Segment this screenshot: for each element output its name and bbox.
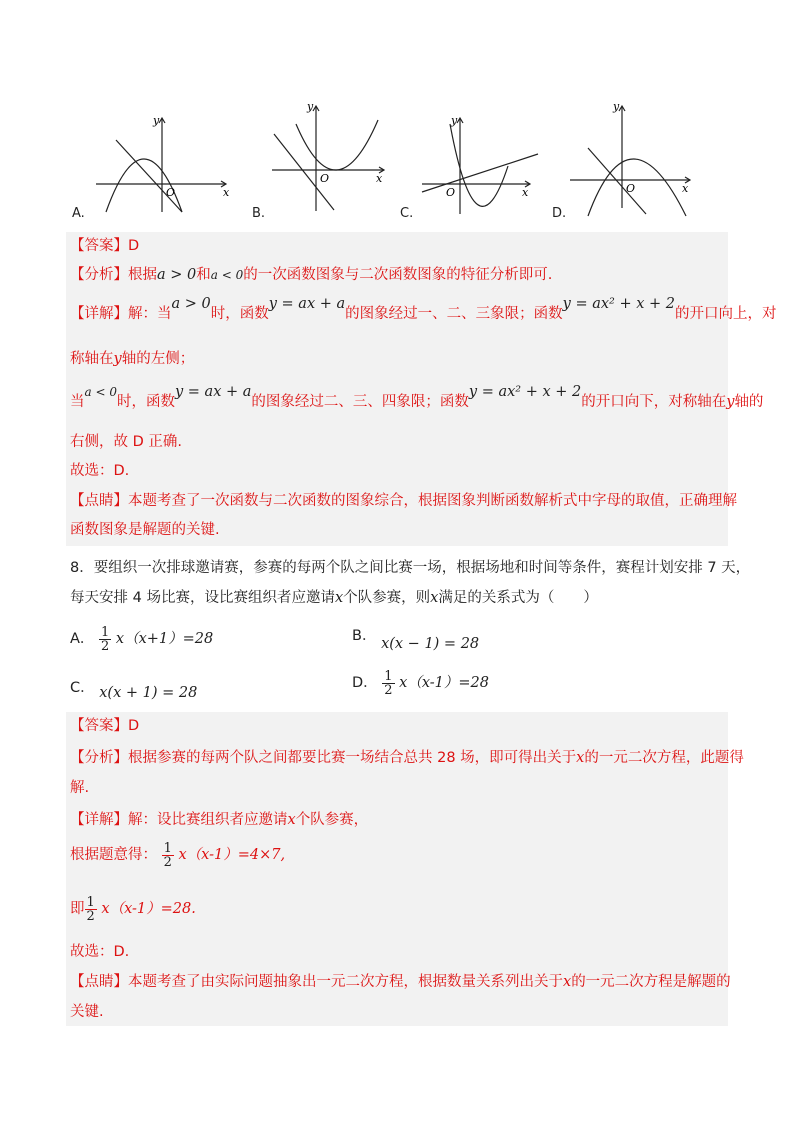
linear-function: y = ax + a (268, 296, 346, 312)
q7-detail-line-2 (70, 349, 194, 369)
q8-choose (70, 942, 129, 962)
graph-letter-d: D. (552, 206, 567, 221)
comment-tag: 【点睛】 (70, 974, 128, 990)
comment-text: 本题考查了由实际问题抽象出一元二次方程，根据数量关系列出关于 (128, 974, 563, 990)
q7-comment-line-2 (70, 520, 220, 540)
y-axis-label: y (307, 100, 314, 113)
stem-text: 8．要组织一次排球邀请赛，参赛的每两个队之间比赛一场，根据场地和时间等条件，赛程计划安排 7 天， (70, 560, 751, 576)
x-axis-label: x (223, 186, 230, 199)
y-variable: y (113, 351, 122, 367)
quadratic-function: y = ax² + x + 2 (562, 296, 675, 312)
detail-text: 个队参赛， (295, 812, 369, 828)
q8-detail-line-3 (70, 892, 196, 926)
option-expression: x（x+1）=28 (115, 631, 214, 647)
option-letter: C． (70, 680, 95, 696)
stem-text: 满足的关系式为（ ） (438, 590, 598, 606)
x-variable: x (576, 750, 585, 766)
analysis-text: 根据参赛的每两个队之间都要比赛一场结合总共 28 场，即可得出关于 (128, 750, 577, 766)
graph-option-d (566, 96, 696, 218)
detail-text: 解：当 (128, 306, 172, 322)
detail-text: 轴的左侧； (121, 351, 195, 367)
option-expression: x（x-1）=28 (399, 675, 489, 691)
q7-detail-line-4 (70, 432, 182, 452)
fraction-numerator: 1 (86, 894, 95, 910)
fraction-denominator: 2 (163, 854, 172, 870)
detail-text: 右侧，故 D 正确. (70, 434, 182, 450)
choose-text: 故选：D. (70, 463, 130, 479)
linear-function: y = ax + a (174, 384, 252, 400)
q8-comment-line-2 (70, 1002, 104, 1022)
detail-tag: 【详解】 (70, 812, 128, 828)
analysis-text: 解. (70, 780, 90, 796)
q8-analysis-line-1 (70, 748, 744, 768)
x-axis-label: x (522, 186, 529, 199)
detail-text: 轴的 (734, 394, 764, 410)
q8-answer (70, 716, 139, 736)
x-variable: x (430, 590, 439, 606)
x-variable: x (334, 590, 344, 606)
analysis-text: 的一元二次方程，此题得 (584, 750, 744, 766)
q8-option-d[interactable] (352, 666, 489, 700)
graph-option-a (92, 112, 242, 217)
quadratic-function: y = ax² + x + 2 (468, 384, 582, 400)
q7-detail-line-3 (70, 384, 764, 412)
q7-detail-line-1 (70, 296, 777, 324)
comment-text: 函数图象是解题的关键. (70, 522, 220, 538)
detail-text: 的开口向下，对称轴在 (581, 394, 727, 410)
q8-comment-line-1 (70, 972, 731, 992)
detail-text: 当 (70, 394, 85, 410)
y-axis-label: y (451, 114, 458, 127)
q8-detail-line-2 (70, 838, 285, 872)
equation: x（x-1）=28. (101, 901, 196, 917)
detail-text: 即 (70, 901, 85, 917)
graph-letter-c: C. (400, 206, 414, 221)
analysis-tag: 【分析】 (70, 750, 128, 766)
comment-tag: 【点睛】 (70, 493, 128, 509)
fraction-one-half (85, 896, 97, 923)
fraction-denominator: 2 (101, 638, 110, 654)
analysis-text: 根据 (128, 267, 157, 283)
q8-option-c[interactable] (70, 678, 198, 701)
origin-label: O (626, 182, 636, 195)
detail-text: 根据题意得： (70, 847, 157, 863)
detail-text: 的开口向上，对 (675, 306, 777, 322)
stem-text: 每天安排 4 场比赛，设比赛组织者应邀请 (70, 590, 335, 606)
fraction-one-half (162, 842, 174, 869)
comment-text: 的一元二次方程是解题的 (571, 974, 731, 990)
fraction-denominator: 2 (384, 682, 393, 698)
fraction-one-half (382, 670, 394, 697)
fraction-denominator: 2 (86, 908, 95, 924)
option-expression: x(x + 1) = 28 (99, 685, 198, 701)
fraction-numerator: 1 (101, 624, 110, 640)
x-variable: x (287, 812, 296, 828)
q8-stem-line-1 (70, 558, 750, 578)
fraction-one-half (99, 626, 111, 653)
origin-label: O (166, 186, 176, 199)
q8-analysis-line-2 (70, 778, 89, 798)
y-axis-label: y (153, 114, 160, 127)
origin-label: O (446, 186, 456, 199)
q8-stem-line-2 (70, 588, 598, 608)
detail-text: 称轴在 (70, 351, 114, 367)
condition-a-positive: a > 0 (171, 296, 211, 312)
detail-tag: 【详解】 (70, 306, 128, 322)
graph-option-c (418, 112, 548, 217)
q7-comment-line-1 (70, 491, 737, 511)
graph-letter-b: B. (252, 206, 266, 221)
y-axis-label: y (613, 100, 620, 113)
answer-tag: 【答案】 (70, 238, 128, 254)
condition-a-negative: a < 0 (210, 268, 244, 282)
detail-text: 的图象经过一、二、三象限；函数 (345, 306, 563, 322)
answer-value: D (128, 718, 140, 734)
x-axis-label: x (682, 182, 689, 195)
q8-option-a[interactable] (70, 622, 213, 656)
q8-detail-line-1 (70, 810, 368, 830)
option-letter: A． (70, 631, 95, 647)
fraction-numerator: 1 (384, 668, 393, 684)
analysis-text: 的一次函数图象与二次函数图象的特征分析即可. (243, 267, 553, 283)
analysis-text: 和 (196, 267, 211, 283)
option-expression: x(x − 1) = 28 (381, 636, 480, 652)
y-variable: y (726, 394, 735, 410)
x-axis-label: x (376, 172, 383, 185)
stem-text: 个队参赛，则 (343, 590, 431, 606)
graph-letter-a: A. (72, 206, 85, 221)
q7-analysis (70, 265, 552, 285)
answer-value: D (128, 238, 140, 254)
analysis-tag: 【分析】 (70, 267, 128, 283)
q7-choose (70, 461, 129, 481)
answer-tag: 【答案】 (70, 718, 128, 734)
detail-text: 的图象经过二、三、四象限；函数 (251, 394, 469, 410)
q8-option-b[interactable] (352, 626, 480, 652)
origin-label: O (320, 172, 330, 185)
condition-a-positive: a > 0 (157, 267, 197, 283)
graph-option-b (268, 96, 398, 214)
detail-text: 解：设比赛组织者应邀请 (128, 812, 288, 828)
q7-answer (70, 236, 139, 256)
comment-text: 本题考查了一次函数与二次函数的图象综合，根据图象判断函数解析式中字母的取值，正确理解 (128, 493, 737, 509)
option-letter: B． (352, 628, 377, 644)
option-letter: D． (352, 675, 378, 691)
fraction-numerator: 1 (163, 840, 172, 856)
detail-text: 时，函数 (210, 306, 269, 322)
equation: x（x-1）=4×7, (178, 847, 286, 863)
detail-text: 时，函数 (116, 394, 175, 410)
choose-text: 故选：D. (70, 944, 130, 960)
x-variable: x (563, 974, 572, 990)
comment-text: 关键. (70, 1004, 104, 1020)
condition-a-negative: a < 0 (84, 385, 117, 399)
